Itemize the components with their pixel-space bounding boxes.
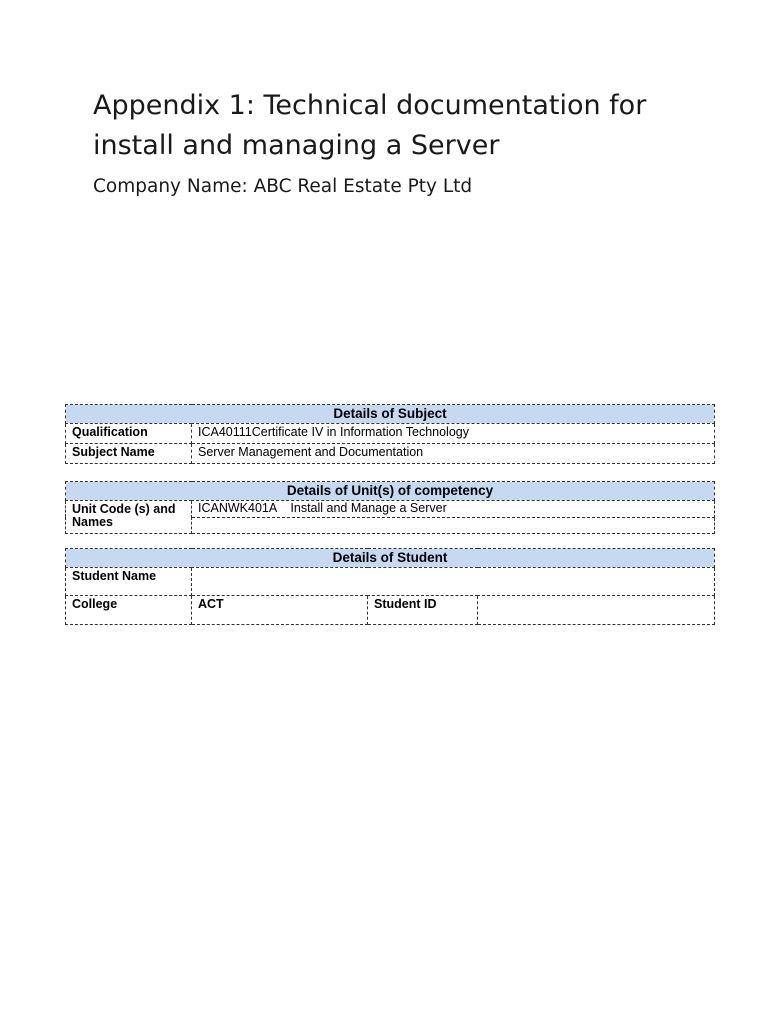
unit-details-header: Details of Unit(s) of competency bbox=[66, 482, 715, 501]
qualification-value: ICA40111Certificate IV in Information Technology bbox=[192, 424, 715, 444]
college-label: College bbox=[66, 596, 192, 625]
subject-name-value: Server Management and Documentation bbox=[192, 444, 715, 464]
subject-name-label: Subject Name bbox=[66, 444, 192, 464]
student-details-table bbox=[65, 548, 715, 625]
student-name-label: Student Name bbox=[66, 568, 192, 596]
document-title: Appendix 1: Technical documentation for install and managing a Server bbox=[93, 90, 647, 161]
student-id-label: Student ID bbox=[368, 596, 478, 625]
subject-details-table bbox=[65, 404, 715, 464]
student-id-value bbox=[478, 596, 715, 625]
unit-code-value-2 bbox=[192, 517, 715, 534]
unit-code-label: Unit Code (s) and Names bbox=[66, 501, 192, 534]
unit-code-value: ICANWK401A Install and Manage a Server bbox=[192, 501, 715, 518]
student-details-header: Details of Student bbox=[66, 549, 715, 568]
qualification-label: Qualification bbox=[66, 424, 192, 444]
college-value: ACT bbox=[192, 596, 368, 625]
company-name: Company Name: ABC Real Estate Pty Ltd bbox=[93, 176, 473, 197]
subject-details-header: Details of Subject bbox=[66, 405, 715, 424]
unit-details-table bbox=[65, 481, 715, 534]
student-name-value bbox=[192, 568, 715, 596]
